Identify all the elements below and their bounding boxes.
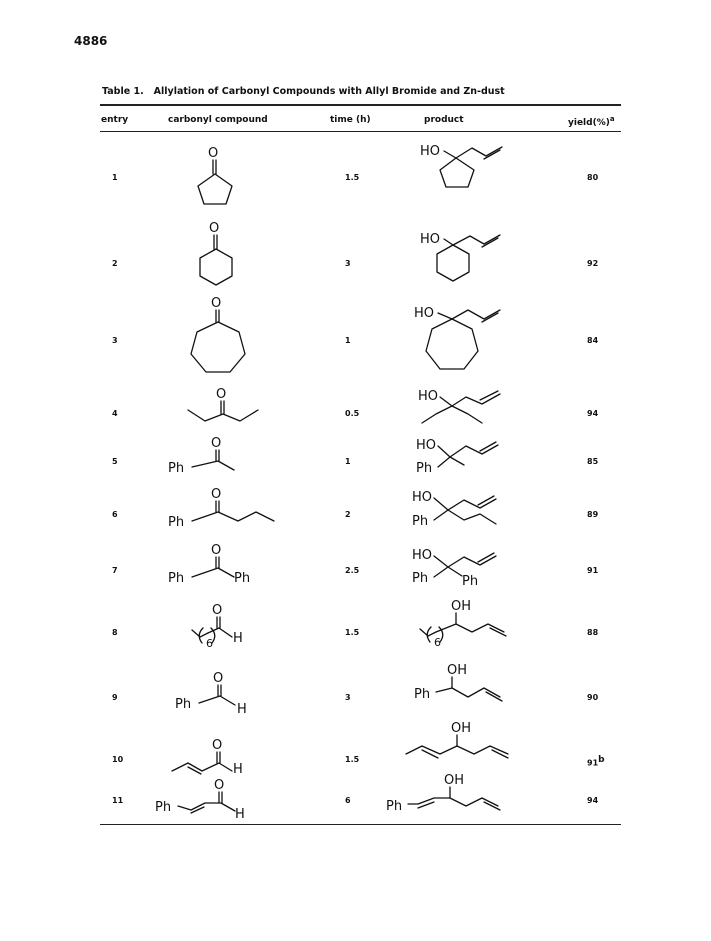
- product-7-structure: [410, 545, 520, 590]
- butyrophenone-structure: [168, 484, 278, 536]
- atom-label: H: [233, 631, 243, 646]
- product-3-structure: [412, 305, 522, 377]
- time-cell: 1.5: [345, 173, 360, 182]
- atom-label: Ph: [416, 461, 433, 476]
- heptanal-structure: [190, 600, 280, 650]
- atom-label: O: [213, 671, 224, 686]
- atom-label: Ph: [462, 574, 479, 589]
- atom-label: O: [212, 603, 223, 618]
- atom-label: O: [209, 221, 220, 236]
- atom-label: O: [216, 387, 227, 402]
- entry-cell: 4: [112, 409, 118, 418]
- atom-label: Ph: [168, 515, 185, 530]
- acetophenone-structure: [168, 433, 258, 478]
- entry-cell: 11: [112, 796, 124, 805]
- atom-label: HO: [412, 490, 433, 505]
- yield-cell: 80: [587, 173, 599, 182]
- atom-label: Ph: [168, 571, 185, 586]
- top-rule: [100, 104, 621, 106]
- atom-label: O: [211, 543, 222, 558]
- header-carbonyl-compound: carbonyl compound: [168, 115, 268, 125]
- time-cell: 3: [345, 259, 351, 268]
- yield-cell: 92: [587, 259, 599, 268]
- atom-label: HO: [418, 389, 439, 404]
- header-entry: entry: [101, 115, 129, 125]
- header-rule: [100, 131, 621, 132]
- table-caption: [102, 86, 505, 97]
- repeat-count: 6: [434, 636, 441, 649]
- atom-label: H: [237, 702, 247, 717]
- atom-label: Ph: [168, 461, 185, 476]
- yield-cell: 91: [587, 566, 599, 575]
- atom-label: H: [235, 807, 245, 822]
- time-cell: 6: [345, 796, 351, 805]
- atom-label: O: [208, 146, 219, 161]
- table-caption-label: Table 1.: [102, 86, 144, 97]
- atom-label: O: [212, 738, 223, 753]
- atom-label: OH: [451, 599, 472, 614]
- header-time: time (h): [330, 115, 371, 125]
- yield-footnote: b: [598, 755, 605, 765]
- atom-label: Ph: [412, 571, 429, 586]
- entry-cell: 1: [112, 173, 118, 182]
- cyclopentanone-structure: [180, 140, 250, 208]
- product-11-structure: [386, 770, 521, 815]
- atom-label: O: [211, 436, 222, 451]
- time-cell: 1: [345, 336, 351, 345]
- atom-label: OH: [451, 721, 472, 736]
- time-cell: 1: [345, 457, 351, 466]
- benzaldehyde-structure: [175, 668, 265, 718]
- repeat-count: 6: [206, 637, 213, 650]
- bottom-rule: [100, 824, 621, 825]
- entry-cell: 9: [112, 693, 118, 702]
- atom-label: O: [211, 487, 222, 502]
- product-5-structure: [414, 436, 524, 481]
- atom-label: HO: [414, 306, 435, 321]
- atom-label: OH: [444, 773, 465, 788]
- yield-cell: 94: [587, 409, 599, 418]
- yield-cell: 90: [587, 693, 599, 702]
- yield-cell: 85: [587, 457, 599, 466]
- product-9-structure: [414, 660, 524, 708]
- atom-label: Ph: [386, 799, 403, 814]
- 3-pentanone-structure: [180, 384, 270, 429]
- atom-label: Ph: [234, 571, 251, 586]
- atom-label: Ph: [414, 687, 431, 702]
- product-6-structure: [410, 488, 520, 542]
- entry-cell: 3: [112, 336, 118, 345]
- header-product: product: [424, 115, 464, 125]
- atom-label: HO: [420, 144, 441, 159]
- header-yield-label: yield(%): [568, 118, 610, 128]
- yield-cell: 88: [587, 628, 599, 637]
- cycloheptanone-structure: [175, 292, 265, 376]
- product-4-structure: [414, 387, 524, 435]
- product-1-structure: [420, 143, 530, 208]
- entry-cell: 2: [112, 259, 118, 268]
- atom-label: OH: [447, 663, 468, 678]
- entry-cell: 7: [112, 566, 118, 575]
- product-2-structure: [420, 230, 530, 295]
- product-10-structure: [404, 718, 524, 766]
- yield-cell: [587, 755, 605, 768]
- cinnamaldehyde-structure: [155, 775, 275, 820]
- time-cell: 3: [345, 693, 351, 702]
- page-number: 4886: [74, 34, 108, 48]
- time-cell: 1.5: [345, 755, 360, 764]
- atom-label: HO: [412, 548, 433, 563]
- time-cell: 1.5: [345, 628, 360, 637]
- crotonaldehyde-structure: [170, 735, 260, 780]
- entry-cell: 5: [112, 457, 118, 466]
- time-cell: 0.5: [345, 409, 360, 418]
- entry-cell: 6: [112, 510, 118, 519]
- entry-cell: 8: [112, 628, 118, 637]
- yield-cell: 89: [587, 510, 599, 519]
- atom-label: Ph: [175, 697, 192, 712]
- yield-cell: 84: [587, 336, 599, 345]
- yield-value: 91: [587, 758, 599, 768]
- entry-cell: 10: [112, 755, 124, 764]
- product-8-structure: [418, 596, 528, 651]
- atom-label: HO: [420, 232, 441, 247]
- cyclohexanone-structure: [180, 216, 250, 288]
- time-cell: 2.5: [345, 566, 360, 575]
- benzophenone-structure: [168, 540, 278, 585]
- atom-label: H: [233, 762, 243, 777]
- atom-label: Ph: [155, 800, 172, 815]
- atom-label: HO: [416, 438, 437, 453]
- atom-label: O: [214, 778, 225, 793]
- yield-cell: 94: [587, 796, 599, 805]
- atom-label: Ph: [412, 514, 429, 529]
- header-yield: [568, 115, 615, 128]
- time-cell: 2: [345, 510, 351, 519]
- header-yield-footnote: a: [609, 115, 615, 123]
- atom-label: O: [211, 296, 222, 311]
- table-caption-text: Allylation of Carbonyl Compounds with Allyl Bromide and Zn-dust: [153, 86, 505, 97]
